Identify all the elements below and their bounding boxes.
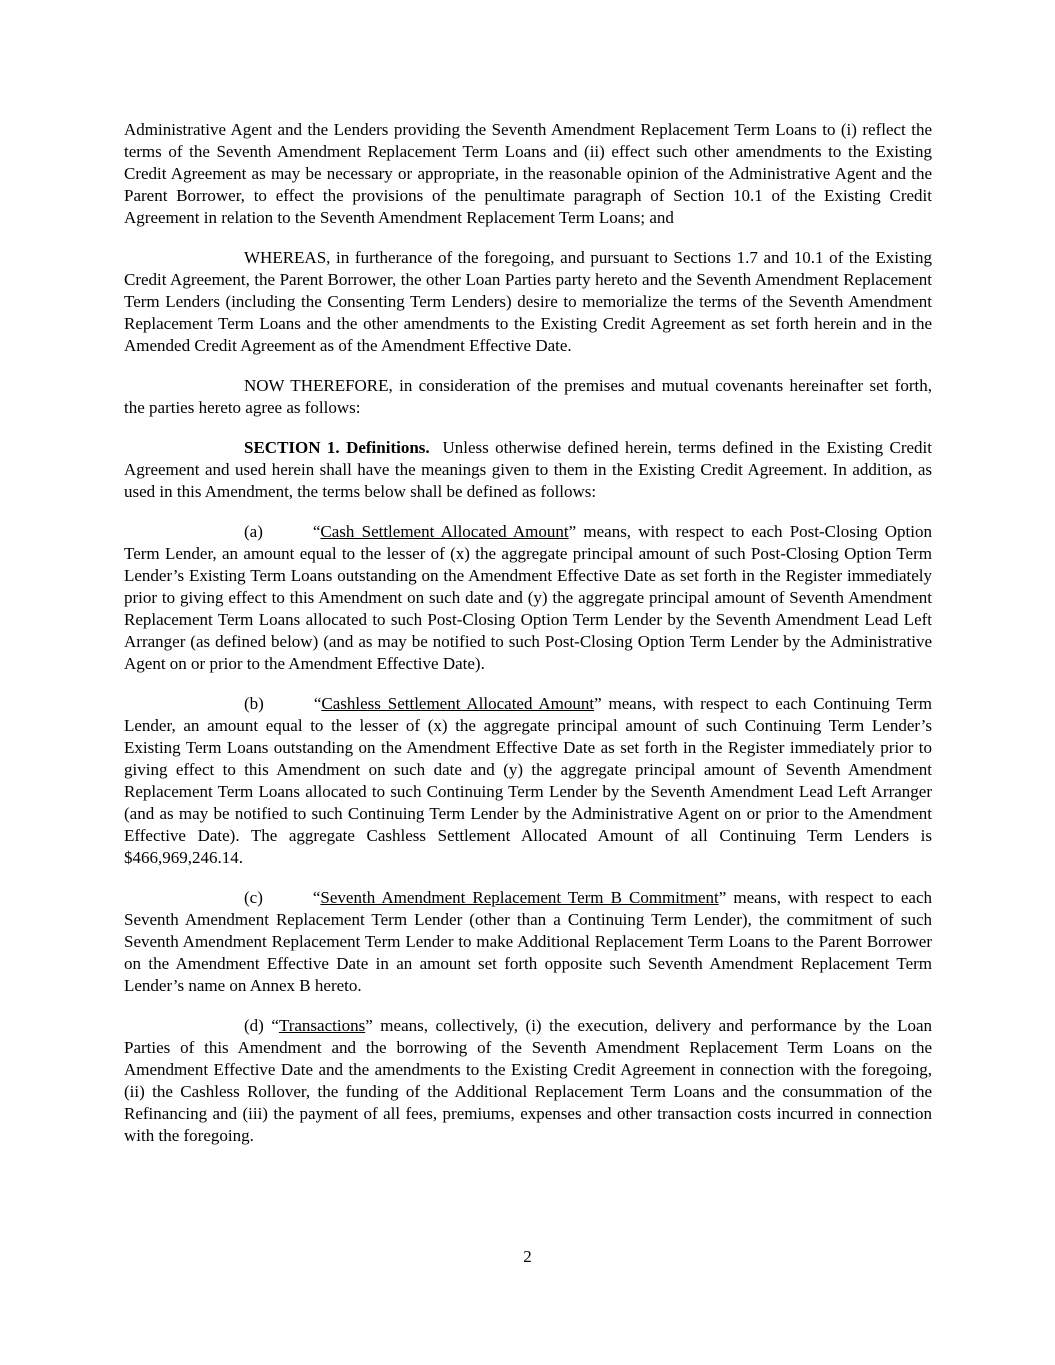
paragraph-whereas: WHEREAS, in furtherance of the foregoing, and pursuant to Sections 1.7 and 10.1 of the Existing Credit Agreement, the Parent Borrower, the other Loan Parties party hereto and the Seventh Amendment Replacement Term Lenders (including the Consenting Term Lenders) desire to memorialize the terms of the Seventh Amendment Replacement Term Loans and the other amendments to the Existing Credit Agreement as set forth herein and in the Amended Credit Agreement as of the Amendment Effective Date. bbox=[124, 248, 932, 355]
paragraph-section-1-definitions bbox=[124, 437, 932, 503]
definition-c-close-quote: ” bbox=[718, 888, 727, 907]
definition-d-body: means, collectively, (i) the execution, delivery and performance by the Loan Parties of this Amendment and the borrowing of the Seventh Amendment Replacement Term Loans on the Amendment Effective Date and the amendments to the Existing Credit Agreement in connection with the foregoing, (ii) the Cashless Rollover, the funding of the Additional Replacement Term Loans and the consummation of the Refinancing and (iii) the payment of all fees, premiums, expenses and other transaction costs incurred in connection with the foregoing. bbox=[124, 1016, 932, 1145]
section-1-heading: SECTION 1. Definitions. bbox=[244, 438, 430, 457]
definition-c-term: Seventh Amendment Replacement Term B Commitment bbox=[320, 888, 719, 907]
definition-b-term: Cashless Settlement Allocated Amount bbox=[321, 694, 595, 713]
section-1-body: Unless otherwise defined herein, terms defined in the Existing Credit Agreement and used herein shall have the meanings given to them in the Existing Credit Agreement. In addition, as used in this Amendment, the terms below shall be defined as follows: bbox=[124, 438, 932, 501]
definition-d-label: (d) bbox=[244, 1016, 272, 1035]
definition-d-close-quote: ” bbox=[365, 1016, 373, 1035]
definition-d-term: Transactions bbox=[278, 1016, 366, 1035]
definition-c bbox=[124, 887, 932, 997]
definition-b-close-quote: ” bbox=[594, 694, 602, 713]
definition-b bbox=[124, 693, 932, 869]
definition-a-term: Cash Settlement Allocated Amount bbox=[320, 522, 569, 541]
definition-a-body: means, with respect to each Post-Closing Option Term Lender, an amount equal to the lesser of (x) the aggregate principal amount of such Post-Closing Option Term Lender’s Existing Term Loans outstanding on the Amendment Effective Date as set forth in the Register immediately prior to giving effect to this Amendment on such date and (y) the aggregate principal amount of Seventh Amendment Replacement Term Loans allocated to such Post-Closing Option Term Lender by the Seventh Amendment Lead Left Arranger (as defined below) (and as may be notified to such Post-Closing Option Term Lender by the Administrative Agent on or prior to the Amendment Effective Date). bbox=[124, 522, 932, 673]
definition-c-open-quote: “ bbox=[312, 888, 321, 907]
definition-a-close-quote: ” bbox=[568, 522, 577, 541]
document-body bbox=[124, 119, 932, 1147]
definition-a bbox=[124, 521, 932, 675]
definition-d bbox=[124, 1015, 932, 1147]
paragraph-now-therefore: NOW THEREFORE, in consideration of the premises and mutual covenants hereinafter set forth, the parties hereto agree as follows: bbox=[124, 376, 932, 417]
definition-b-open-quote: “ bbox=[313, 694, 322, 713]
paragraph-continuation: Administrative Agent and the Lenders providing the Seventh Amendment Replacement Term Loans to (i) reflect the terms of the Seventh Amendment Replacement Term Loans and (ii) effect such other amendments to the Existing Credit Agreement as may be necessary or appropriate, in the reasonable opinion of the Administrative Agent and the Parent Borrower, to effect the provisions of the penultimate paragraph of Section 10.1 of the Existing Credit Agreement in relation to the Seventh Amendment Replacement Term Loans; and bbox=[124, 120, 932, 227]
definition-a-label: (a) bbox=[244, 522, 263, 541]
definition-c-label: (c) bbox=[244, 888, 263, 907]
definition-b-body: means, with respect to each Continuing Term Lender, an amount equal to the lesser of (x) the aggregate principal amount of such Continuing Term Lender’s Existing Term Loans outstanding on the Amendment Effective Date as set forth in the Register immediately prior to giving effect to this Amendment on such date and (y) the aggregate principal amount of Seventh Amendment Replacement Term Loans allocated to such Continuing Term Lender by the Seventh Amendment Lead Left Arranger (and as may be notified to such Continuing Term Lender by the Administrative Agent on or prior to the Amendment Effective Date). The aggregate Cashless Settlement Allocated Amount of all Continuing Term Lenders is $466,969,246.14. bbox=[124, 694, 932, 867]
definition-a-open-quote: “ bbox=[312, 522, 321, 541]
definition-b-label: (b) bbox=[244, 694, 264, 713]
page-number: 2 bbox=[523, 1247, 532, 1266]
definition-c-body: means, with respect to each Seventh Amendment Replacement Term Lender (other than a Continuing Term Lender), the commitment of such Seventh Amendment Replacement Term Lender to make Additional Replacement Term Loans to the Parent Borrower on the Amendment Effective Date in an amount set forth opposite such Seventh Amendment Replacement Term Lender’s name on Annex B hereto. bbox=[124, 888, 932, 995]
definition-d-open-quote: “ bbox=[271, 1016, 279, 1035]
